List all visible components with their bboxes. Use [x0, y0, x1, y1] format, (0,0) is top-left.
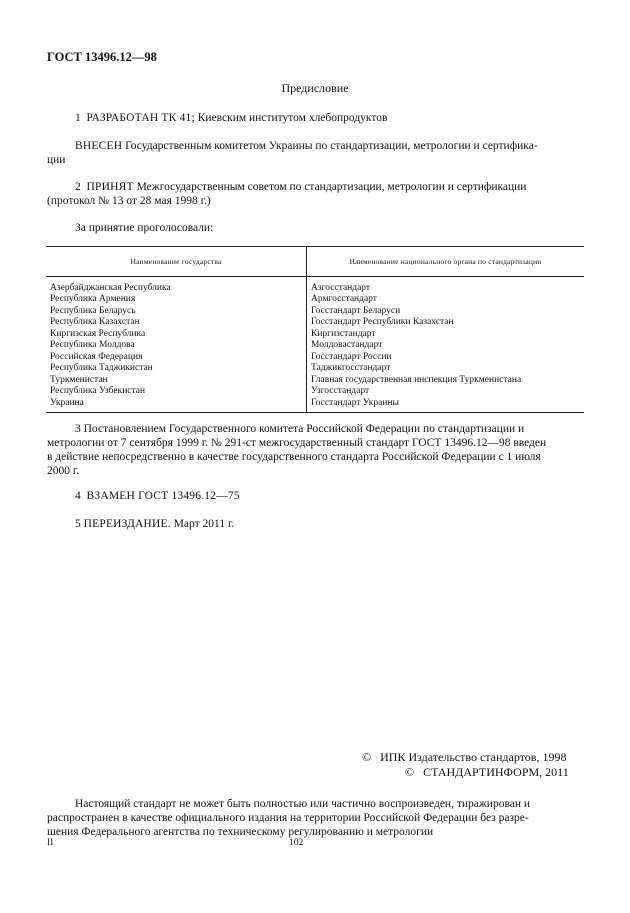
table-cell-body: Молдовастандарт: [311, 340, 383, 350]
voted-label: За принятие проголосовали:: [75, 222, 214, 234]
item-1: [75, 111, 387, 125]
table-header-state: Наименование государства: [46, 247, 307, 277]
item-5-caps: ПЕРЕИЗДАНИЕ.: [83, 518, 171, 530]
table-row: [46, 317, 584, 329]
voting-table: [46, 246, 584, 413]
table-cell-state: Туркменистан: [46, 375, 307, 387]
table-cell-body: Госстандарт России: [311, 351, 392, 362]
table-cell-state: Республика Беларусь: [46, 306, 307, 318]
item-introduced-cont: ции: [47, 154, 66, 166]
item-2-text: Межгосударственным советом по стандартизации, метрологии и сертификации: [136, 181, 527, 193]
table-cell-state: Республика Узбекистан: [46, 386, 307, 398]
table-cell-state: Украина: [46, 398, 307, 413]
document-code: ГОСТ 13496.12—98: [47, 50, 157, 64]
notice-line: распространен в качестве официального издания на территории Российской Федерации без разре-: [47, 812, 529, 824]
item-3: [47, 422, 583, 478]
table-row: [46, 386, 584, 398]
table-cell-body: Главная государственная инспекция Туркменистана: [311, 374, 522, 385]
item-1-caps: РАЗРАБОТАН ТК 41;: [86, 112, 195, 124]
copyright-line-2: © СТАНДАРТИНФОРМ, 2011: [405, 765, 569, 779]
table-cell-body: Госстандарт Республики Казахстан: [311, 317, 454, 327]
notice: [47, 797, 583, 839]
table-cell-body: Азгосстандарт: [311, 282, 371, 293]
table-cell-body: Узгосстандарт: [311, 386, 370, 396]
item-1-text: Киевским институтом хлебопродуктов: [197, 112, 388, 124]
table-row: [46, 276, 584, 294]
table-row: [46, 352, 584, 364]
footer-roman-page: II: [47, 838, 54, 848]
table-header-body: Наименование национального органа по стандартизации: [307, 247, 585, 277]
table-row: [46, 329, 584, 341]
item-1-number: 1: [75, 112, 81, 124]
item-4: [75, 489, 240, 503]
table-header-row: [46, 247, 584, 277]
item-2-number: 2: [75, 181, 81, 193]
table-row: [46, 363, 584, 375]
table-cell-state: Республика Армения: [46, 294, 307, 306]
item-3-line: 2000 г.: [47, 465, 80, 477]
table-cell-body: Госстандарт Беларуси: [311, 305, 401, 316]
table-cell-state: Киргизская Республика: [46, 329, 307, 341]
item-2: [75, 180, 595, 194]
table-row: [46, 306, 584, 318]
table-cell-body: Госстандарт Украины: [307, 398, 585, 413]
footer-page-number: 102: [289, 838, 304, 848]
table-cell-state: Республика Казахстан: [46, 317, 307, 329]
item-introduced-text: Государственным комитетом Украины по стандартизации, метрологии и сертифика-: [125, 140, 538, 152]
notice-line: Настоящий стандарт не может быть полностью или частично воспроизведен, тиражирован и: [75, 798, 531, 810]
table-cell-body: Таджикгосстандарт: [311, 363, 391, 373]
item-3-line: 3 Постановлением Государственного комитета Российской Федерации по стандартизации и: [75, 423, 525, 435]
table-row: [46, 340, 584, 352]
table-cell-body: Армгосстандарт: [311, 294, 377, 304]
table-row: [46, 375, 584, 387]
item-3-line: в действие непосредственно в качестве государственного стандарта Российской Федерации с 1 июля: [47, 451, 541, 463]
table-cell-state: Республика Таджикистан: [46, 363, 307, 375]
page-title: Предисловие: [281, 81, 349, 95]
item-2-cont: (протокол № 13 от 28 мая 1998 г.): [47, 195, 211, 207]
table-cell-state: Азербайджанская Республика: [46, 276, 307, 294]
item-5-number: 5: [75, 518, 81, 530]
table-cell-state: Российская Федерация: [46, 352, 307, 364]
table-cell-body: Киргизстандарт: [311, 328, 376, 339]
item-2-caps: ПРИНЯТ: [86, 181, 134, 193]
item-4-number: 4: [75, 490, 81, 502]
table-row: [46, 294, 584, 306]
item-3-line: метрологии от 7 сентября 1999 г. № 291-ст межгосударственный стандарт ГОСТ 13496.12—98 введен: [47, 437, 547, 449]
table-cell-state: Республика Молдова: [46, 340, 307, 352]
item-introduced-caps: ВНЕСЕН: [75, 140, 123, 152]
notice-line: шения Федерального агентства по техническому регулированию и метрологии: [47, 826, 434, 838]
copyright-line-1: © ИПК Издательство стандартов, 1998: [362, 750, 567, 764]
item-4-caps: ВЗАМЕН ГОСТ 13496.12—75: [86, 490, 240, 502]
item-5: [75, 517, 234, 531]
item-5-text: Март 2011 г.: [173, 518, 235, 530]
item-introduced: [75, 139, 595, 153]
table-row: [46, 398, 584, 413]
